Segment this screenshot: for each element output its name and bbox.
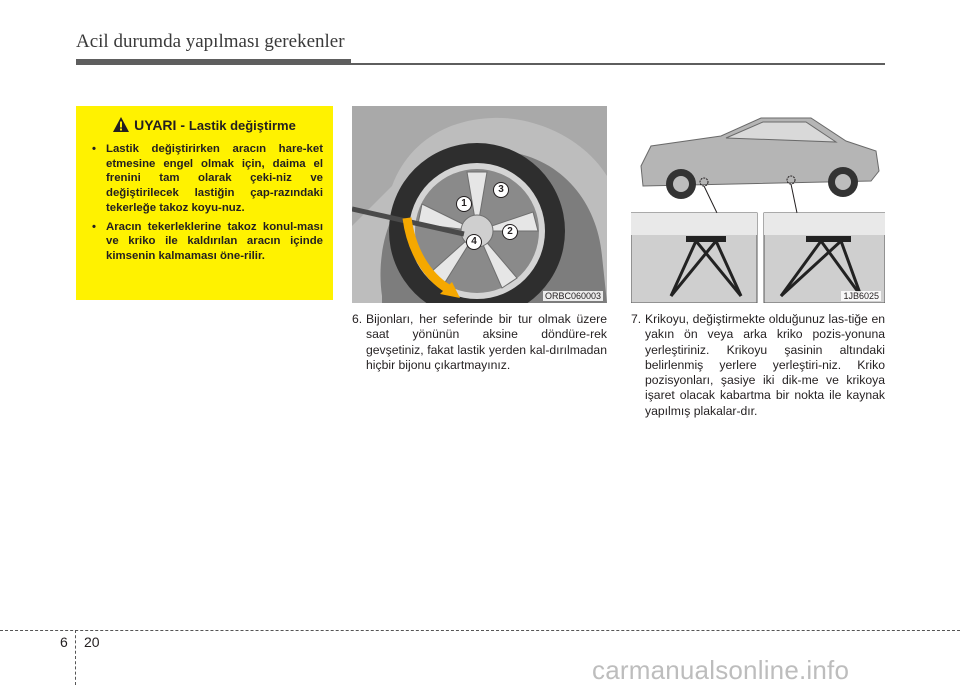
warning-box bbox=[76, 106, 333, 300]
warning-title bbox=[86, 116, 323, 136]
footer-divider bbox=[0, 630, 960, 631]
bullet: • bbox=[92, 143, 96, 155]
page-number: 20 bbox=[84, 634, 100, 650]
lug-label-2-text: 2 bbox=[507, 226, 513, 237]
warning-title-main: UYARI bbox=[134, 117, 177, 133]
footer-divider-vertical bbox=[75, 630, 76, 685]
car-jack-illustration bbox=[631, 106, 885, 303]
step-text: Krikoyu, değiştirmekte olduğunuz las-tiğe en yakın ön veya arka kriko pozis-yonuna yerleştiriniz. Krikoyu şasinin altındaki belirlenmiş yerlere yerleştiri-niz. Kriko pozisyonları, şasiye iki dik-me ve krikoya işaret olacak kabartma bir nokta ile kaynak yapılmış plakalar-dır. bbox=[645, 312, 885, 418]
warning-item-text: Lastik değiştirirken aracın hare-ket etmesine engel olmak için, daima el frenini tam olarak çeki-niz ve değiştirilecek lastiğin çap-razındaki tekerleğe takoz koyu-nuz. bbox=[106, 143, 323, 214]
header-rule-thin bbox=[76, 63, 885, 65]
watermark: carmanualsonline.info bbox=[592, 655, 850, 685]
wheel-lug-nut-figure bbox=[352, 106, 607, 303]
warning-item bbox=[86, 220, 323, 264]
lug-label-3-text: 3 bbox=[498, 184, 504, 195]
lug-label-1-text: 1 bbox=[461, 198, 467, 209]
step-number: 6. bbox=[352, 312, 363, 326]
step-6 bbox=[352, 312, 607, 373]
figure-code: 1JB6025 bbox=[843, 291, 879, 301]
step-number: 7. bbox=[631, 312, 642, 326]
figure-code: ORBC060003 bbox=[544, 291, 601, 301]
chapter-number: 6 bbox=[60, 634, 68, 650]
wheel-illustration bbox=[352, 106, 607, 303]
warning-title-sub: Lastik değiştirme bbox=[188, 118, 296, 133]
warning-item bbox=[86, 142, 323, 216]
step-text: Bijonları, her seferinde bir tur olmak üzere saat yönünün aksine döndüre-rek gevşetiniz, fakat lastik yerden kal-dırılmadan hiçbir bijonu çıkartmayınız. bbox=[366, 312, 607, 372]
warning-list bbox=[86, 142, 323, 264]
page-header-title: Acil durumda yapılması gerekenler bbox=[76, 31, 345, 52]
step-7 bbox=[631, 312, 885, 419]
warning-title-dash: - bbox=[176, 117, 189, 133]
warning-triangle-icon bbox=[113, 117, 129, 136]
warning-item-text: Aracın tekerleklerine takoz konul-ması ve kriko ile kaldırılan aracın içinde kimsenin kalmaması öne-rilir. bbox=[106, 220, 323, 262]
lug-label-4-text: 4 bbox=[471, 236, 477, 247]
jack-position-figure bbox=[631, 106, 885, 303]
bullet: • bbox=[92, 220, 96, 233]
